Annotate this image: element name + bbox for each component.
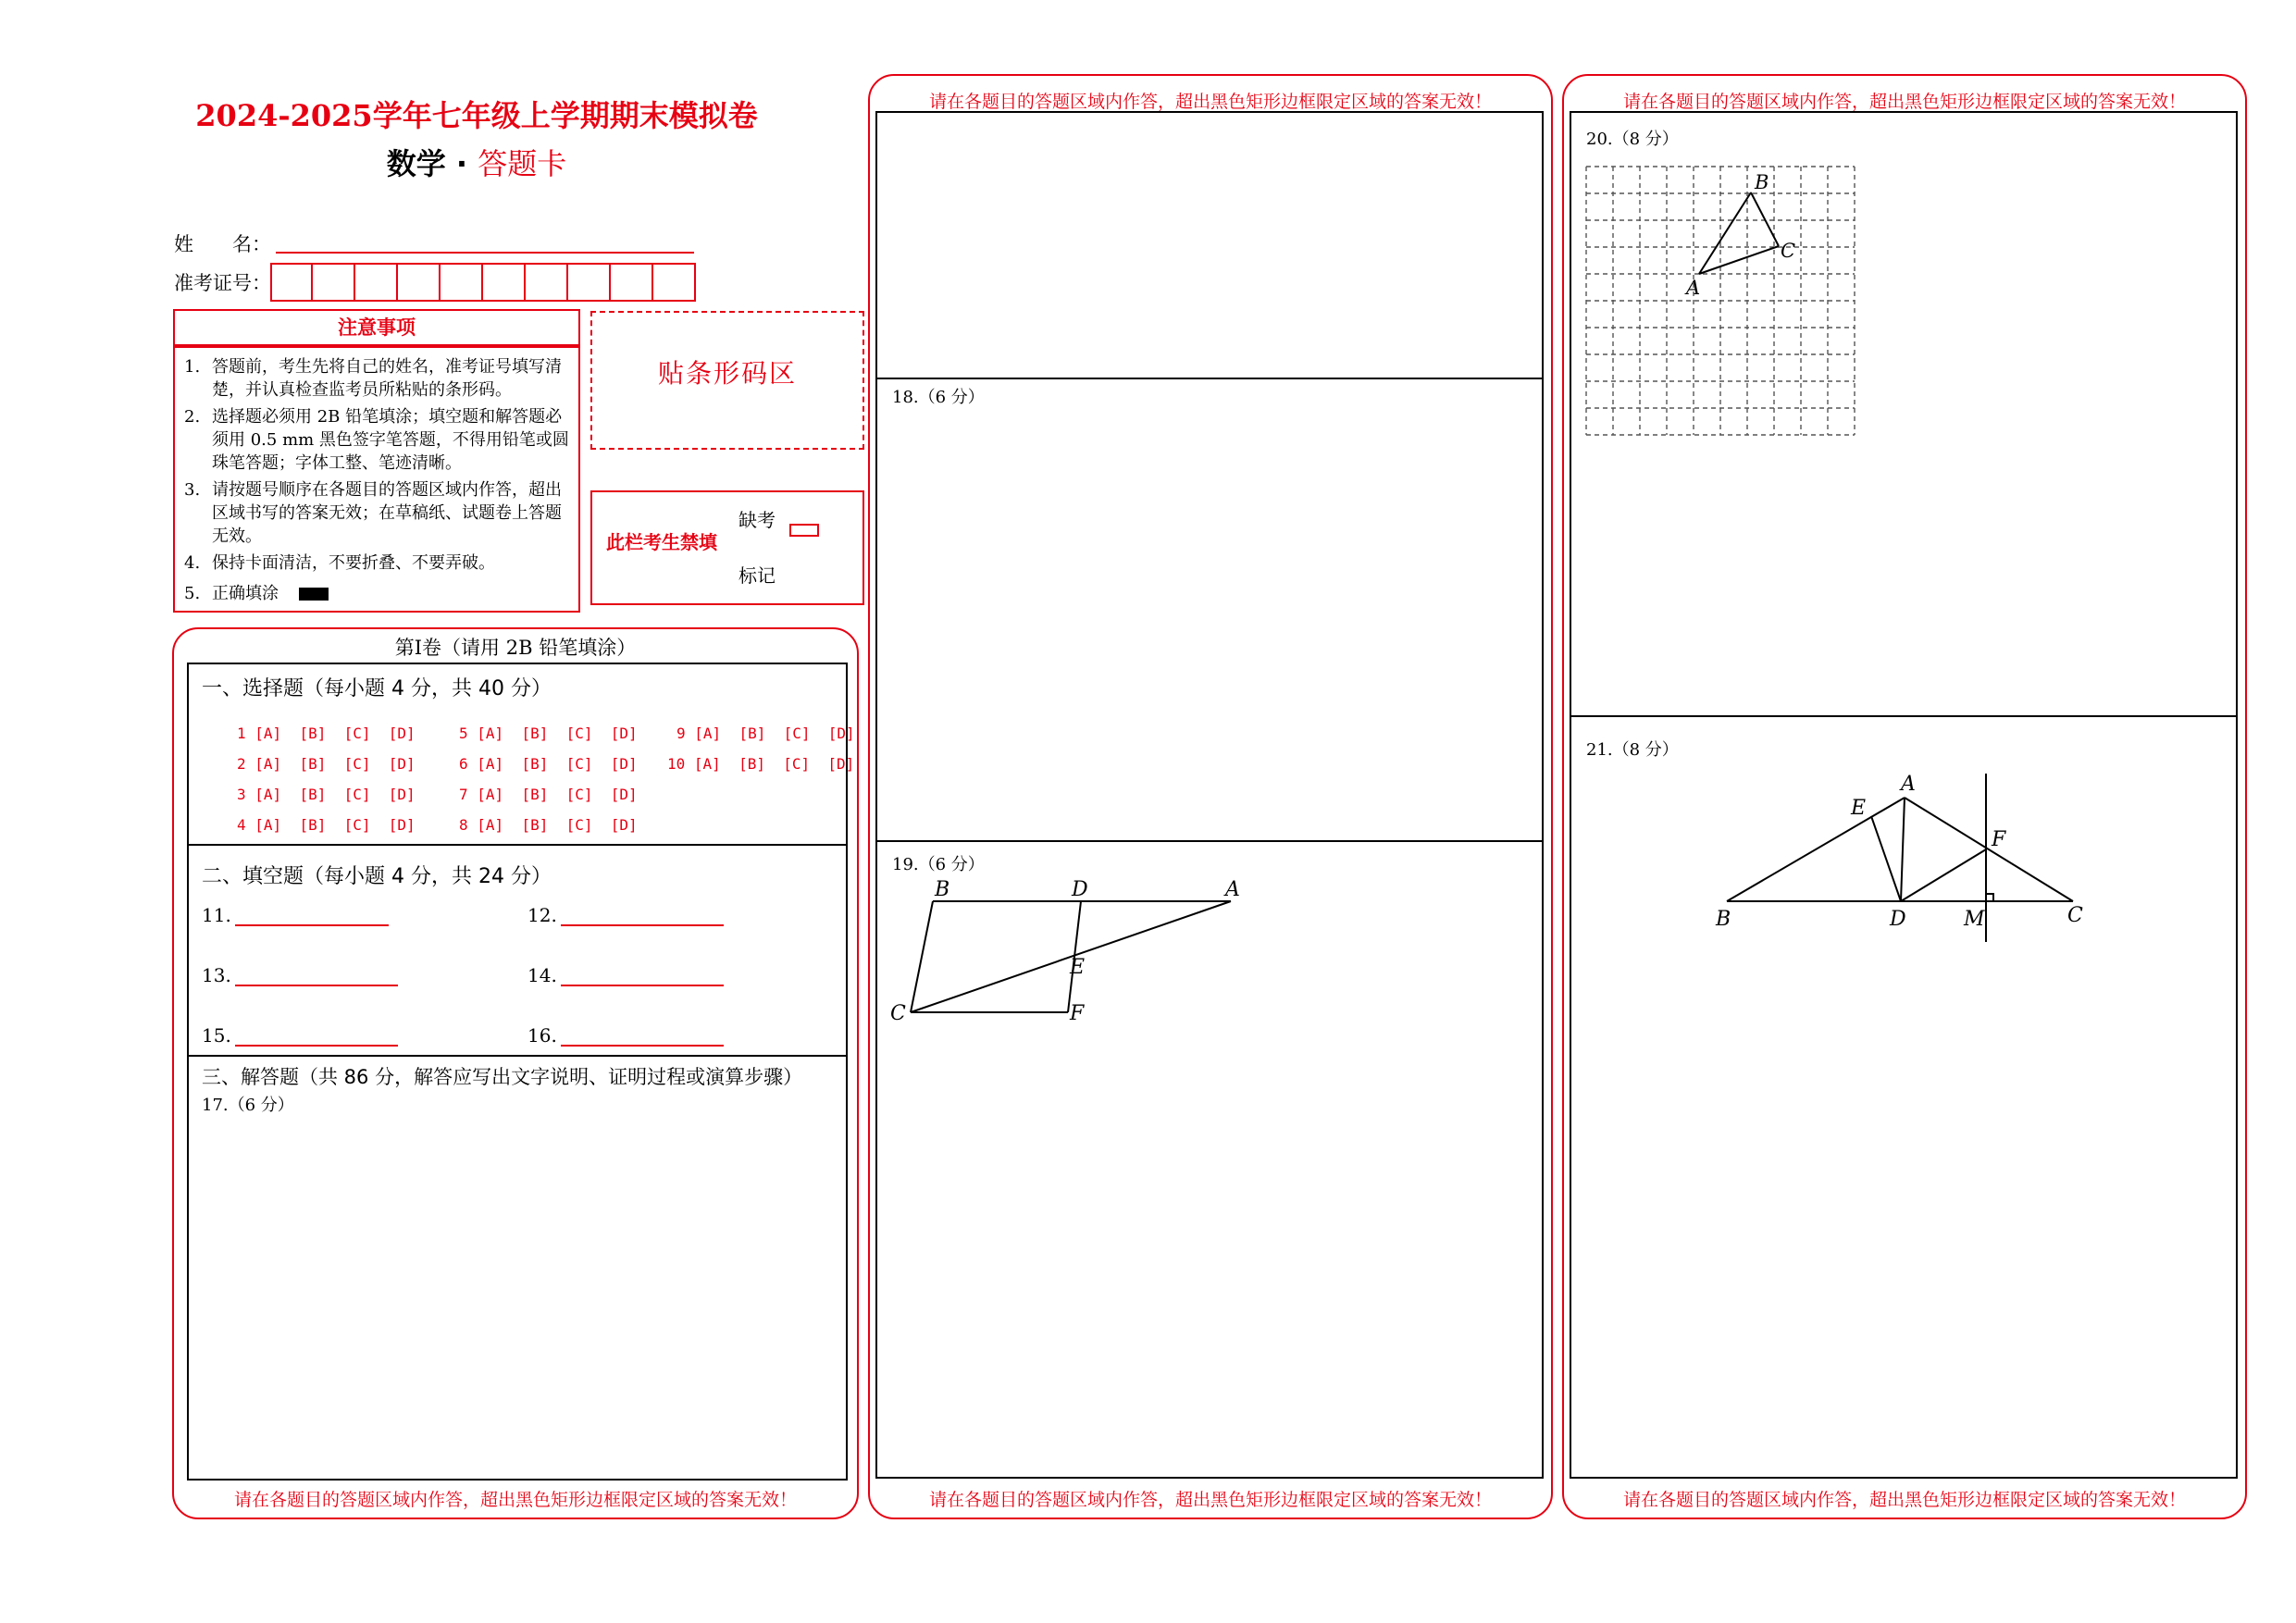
q18-answer-area[interactable] [877,407,1542,838]
absent-forbid-text: 此栏考生禁填 [606,531,717,553]
fill-answer-line[interactable] [561,904,724,926]
fill-label: 15. [202,1024,231,1047]
absent-mark-checkbox[interactable] [789,524,819,537]
choice-num: 8 [459,816,468,834]
segment-AC [1699,246,1779,274]
id-digit-box[interactable] [398,263,441,302]
choice-options[interactable]: [A] [B] [C] [D] [254,816,416,834]
q18-label: 18.（6 分） [892,388,985,407]
fill-label: 13. [202,964,231,986]
notice-item [184,478,569,548]
choice-options[interactable]: [A] [B] [C] [D] [254,725,416,742]
fill-11[interactable] [202,904,389,926]
exam-title: 2024-2025学年七年级上学期期末模拟卷 [195,98,758,133]
choice-options[interactable]: [A] [B] [C] [D] [694,725,855,742]
id-digit-box[interactable] [313,263,355,302]
right-angle-mark [1986,894,1993,901]
fill-answer-line[interactable] [235,1024,398,1047]
subject-title [171,141,782,183]
absent-mark-label: 标记 [738,564,776,587]
choice-options[interactable]: [A] [B] [C] [D] [477,816,638,834]
choice-options[interactable]: [A] [B] [C] [D] [254,786,416,803]
choice-row-8[interactable] [459,816,638,834]
q19-answer-area[interactable] [877,1046,1542,1477]
label-C: C [890,1002,906,1025]
divider [187,844,848,846]
warning-text: 请在各题目的答题区域内作答，超出黑色矩形边框限定区域的答案无效！ [928,92,1492,112]
name-field[interactable] [276,252,694,254]
notice-item-text: 选择题必须用 2B 铅笔填涂；填空题和解答题必须用 0.5 mm 黑色签字笔答题，不得用铅笔或圆珠笔答题；字体工整、笔迹清晰。 [212,407,569,473]
segment-BA [1727,798,1905,901]
notice-item [184,405,569,475]
q19-label: 19.（6 分） [892,855,985,874]
notice-item-text: 保持卡面清洁，不要折叠、不要弄破。 [212,553,495,573]
figure-19 [875,870,1264,1036]
choice-num: 9 [676,725,686,742]
notice-item-text: 正确填涂 [212,584,279,603]
divider [875,840,1544,842]
id-digit-box[interactable] [526,263,568,302]
notice-item [184,582,569,605]
segment-BC [911,901,933,1012]
notice-item-num: 2. [184,407,201,427]
fill-heading: 二、填空题（每小题 4 分，共 24 分） [202,865,552,888]
warning-text: 请在各题目的答题区域内作答，超出黑色矩形边框限定区域的答案无效！ [233,1490,797,1510]
label-C: C [2067,904,2083,927]
choice-options[interactable]: [A] [B] [C] [D] [477,786,638,803]
figure-20-grid [1584,165,1864,442]
label-C: C [1781,240,1796,262]
choice-options[interactable]: [A] [B] [C] [D] [693,755,855,773]
fill-14[interactable] [527,964,724,986]
q21-label: 21.（8 分） [1586,740,1679,760]
label-A: A [1225,878,1240,901]
label-F: F [1070,1002,1085,1025]
subject-prefix: 数学 · [386,146,478,181]
fill-13[interactable] [202,964,398,986]
label-A: A [1901,773,1916,796]
label-B: B [1716,908,1731,931]
segment-BA [1699,192,1751,274]
notice-title: 注意事项 [173,309,580,346]
label-B: B [935,878,950,901]
choice-row-6[interactable] [459,755,638,773]
q17-label: 17.（6 分） [202,1096,294,1115]
q21-answer-area[interactable] [1571,962,2236,1477]
q20-answer-area[interactable] [1571,444,2236,712]
id-digit-box[interactable] [568,263,611,302]
choice-options[interactable]: [A] [B] [C] [D] [477,755,638,773]
choice-num: 4 [237,816,246,834]
segment-ED [1871,816,1901,901]
label-D: D [1072,878,1088,901]
choice-num: 10 [667,755,686,773]
choice-heading: 一、选择题（每小题 4 分，共 40 分） [202,677,552,700]
choice-options[interactable]: [A] [B] [C] [D] [254,755,416,773]
divider [187,1055,848,1057]
notice-item [184,355,569,402]
label-F: F [1992,828,2006,851]
label-D: D [1890,908,1906,931]
notice-item-text: 请按题号顺序在各题目的答题区域内作答，超出区域书写的答案无效；在草稿纸、试题卷上答题无效。 [212,480,562,546]
segment-DF [1901,849,1986,901]
choice-num: 3 [237,786,246,803]
barcode-area-label: 贴条形码区 [657,358,797,389]
notice-body [173,346,580,613]
choice-row-4[interactable] [237,816,416,834]
notice-item-num: 3. [184,480,201,500]
choice-row-9[interactable] [676,725,855,742]
notice-item-num: 5. [184,584,201,603]
label-B: B [1755,171,1769,193]
warning-text: 请在各题目的答题区域内作答，超出黑色矩形边框限定区域的答案无效！ [928,1490,1492,1510]
notice-item-num: 4. [184,553,201,573]
id-digit-box[interactable] [483,263,526,302]
label-E: E [1070,956,1086,979]
warning-text: 请在各题目的答题区域内作答，超出黑色矩形边框限定区域的答案无效！ [1622,1490,2186,1510]
choice-row-7[interactable] [459,786,638,803]
fill-label: 12. [527,904,557,926]
choice-row-5[interactable] [459,725,638,742]
notice-item-num: 1. [184,357,201,377]
notice-item-text: 答题前，考生先将自己的姓名，准考证号填写清楚，并认真检查监考员所粘贴的条形码。 [212,357,562,400]
fill-answer-line[interactable] [561,964,724,986]
q17-answer-area[interactable] [189,1116,846,1479]
id-label: 准考证号： [174,272,271,294]
choice-row-1[interactable] [237,725,416,742]
choice-num: 2 [237,755,246,773]
label-E: E [1851,797,1867,820]
notice-item [184,551,569,575]
subject-suffix: 答题卡 [478,146,567,181]
fill-16[interactable] [527,1024,724,1047]
absent-label: 缺考 [738,509,776,531]
prev-answer-area[interactable] [877,113,1542,378]
choice-num: 6 [459,755,468,773]
fill-answer-line[interactable] [561,1024,724,1047]
choice-row-2[interactable] [237,755,416,773]
fill-12[interactable] [527,904,724,926]
part1-title: 第Ⅰ卷（请用 2B 铅笔填涂） [394,637,637,659]
segment-AC [1905,798,2073,901]
id-digit-box[interactable] [653,263,696,302]
fill-label: 14. [527,964,557,986]
label-A: A [1686,277,1701,299]
fill-answer-line[interactable] [235,964,398,986]
figure-21 [1703,768,2101,953]
id-digit-box[interactable] [611,263,653,302]
choice-num: 5 [459,725,468,742]
choice-options[interactable]: [A] [B] [C] [D] [477,725,638,742]
segment-AD [1901,798,1905,901]
choice-num: 7 [459,786,468,803]
id-digit-box[interactable] [441,263,483,302]
choice-num: 1 [237,725,246,742]
fill-label: 11. [202,904,231,926]
divider [875,378,1544,379]
label-M: M [1964,908,1985,931]
q20-label: 20.（8 分） [1586,130,1679,149]
choice-row-10[interactable] [667,755,854,773]
fill-answer-line[interactable] [235,904,389,926]
id-digit-box[interactable] [355,263,398,302]
choice-row-3[interactable] [237,786,416,803]
solve-heading: 三、解答题（共 86 分，解答应写出文字说明、证明过程或演算步骤） [202,1066,803,1088]
id-digit-box[interactable] [270,263,313,302]
fill-label: 16. [527,1024,557,1047]
id-number-boxes[interactable] [270,263,698,302]
divider [1570,715,2238,717]
fill-15[interactable] [202,1024,398,1047]
warning-text: 请在各题目的答题区域内作答，超出黑色矩形边框限定区域的答案无效！ [1622,92,2186,112]
correct-fill-sample [299,588,329,601]
name-label: 姓 名： [174,233,271,255]
